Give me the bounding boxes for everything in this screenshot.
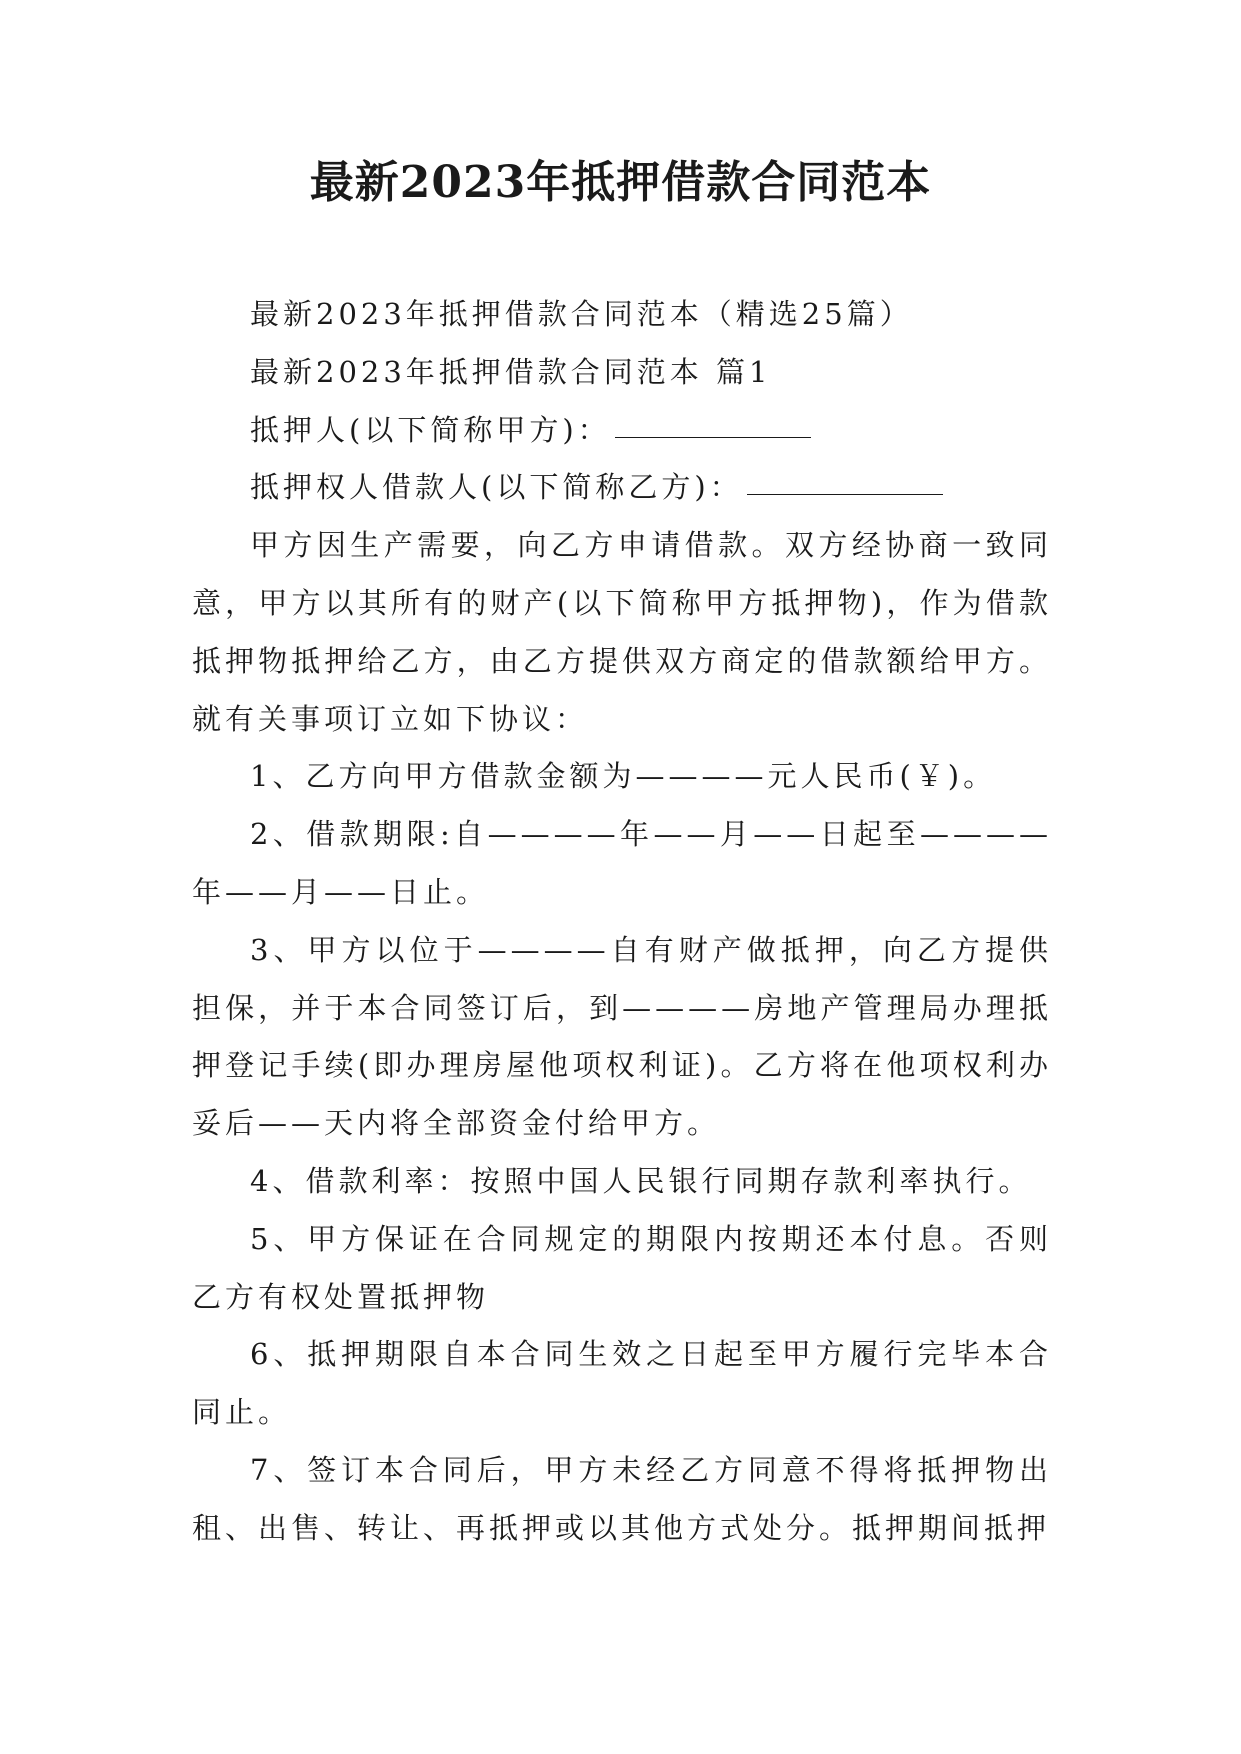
document-title: 最新2023年抵押借款合同范本: [309, 157, 932, 208]
mortgagor-blank: [615, 436, 811, 438]
mortgagor-line: [192, 402, 1052, 460]
mortgagee-label: 抵押权人借款人(以下简称乙方)：: [250, 470, 743, 505]
document-body: [192, 286, 1052, 1558]
intro-paragraph: 甲方因生产需要，向乙方申请借款。双方经协商一致同意，甲方以其所有的财产(以下简称甲方抵押物)，作为借款抵押物抵押给乙方，由乙方提供双方商定的借款额给甲方。就有关事项订立如下协议：: [192, 528, 1052, 736]
clause-6: 6、抵押期限自本合同生效之日起至甲方履行完毕本合同止。: [192, 1337, 1052, 1430]
clause-2: 2、借款期限:自————年——月——日起至————年——月——日止。: [192, 817, 1052, 909]
section-heading: 最新2023年抵押借款合同范本 篇1: [250, 354, 772, 389]
clause-4: 4、借款利率：按照中国人民银行同期存款利率执行。: [250, 1163, 1032, 1198]
document-subtitle: 最新2023年抵押借款合同范本（精选25篇）: [250, 297, 913, 331]
clause-1: 1、乙方向甲方借款金额为————元人民币(￥)。: [250, 759, 997, 794]
clause-3: 3、甲方以位于————自有财产做抵押，向乙方提供担保，并于本合同签订后，到————房地产管理局办理抵押登记手续(即办理房屋他项权利证)。乙方将在他项权利办妥后——天内将全部资金付给甲方。: [192, 932, 1052, 1141]
mortgagee-blank: [747, 493, 943, 495]
mortgagor-label: 抵押人(以下简称甲方)：: [250, 412, 611, 447]
clause-7: 7、签订本合同后，甲方未经乙方同意不得将抵押物出租、出售、转让、再抵押或以其他方式处分。抵押期间抵押: [192, 1452, 1052, 1545]
mortgagee-line: [192, 459, 1052, 517]
clause-5: 5、甲方保证在合同规定的期限内按期还本付息。否则乙方有权处置抵押物: [192, 1221, 1052, 1314]
